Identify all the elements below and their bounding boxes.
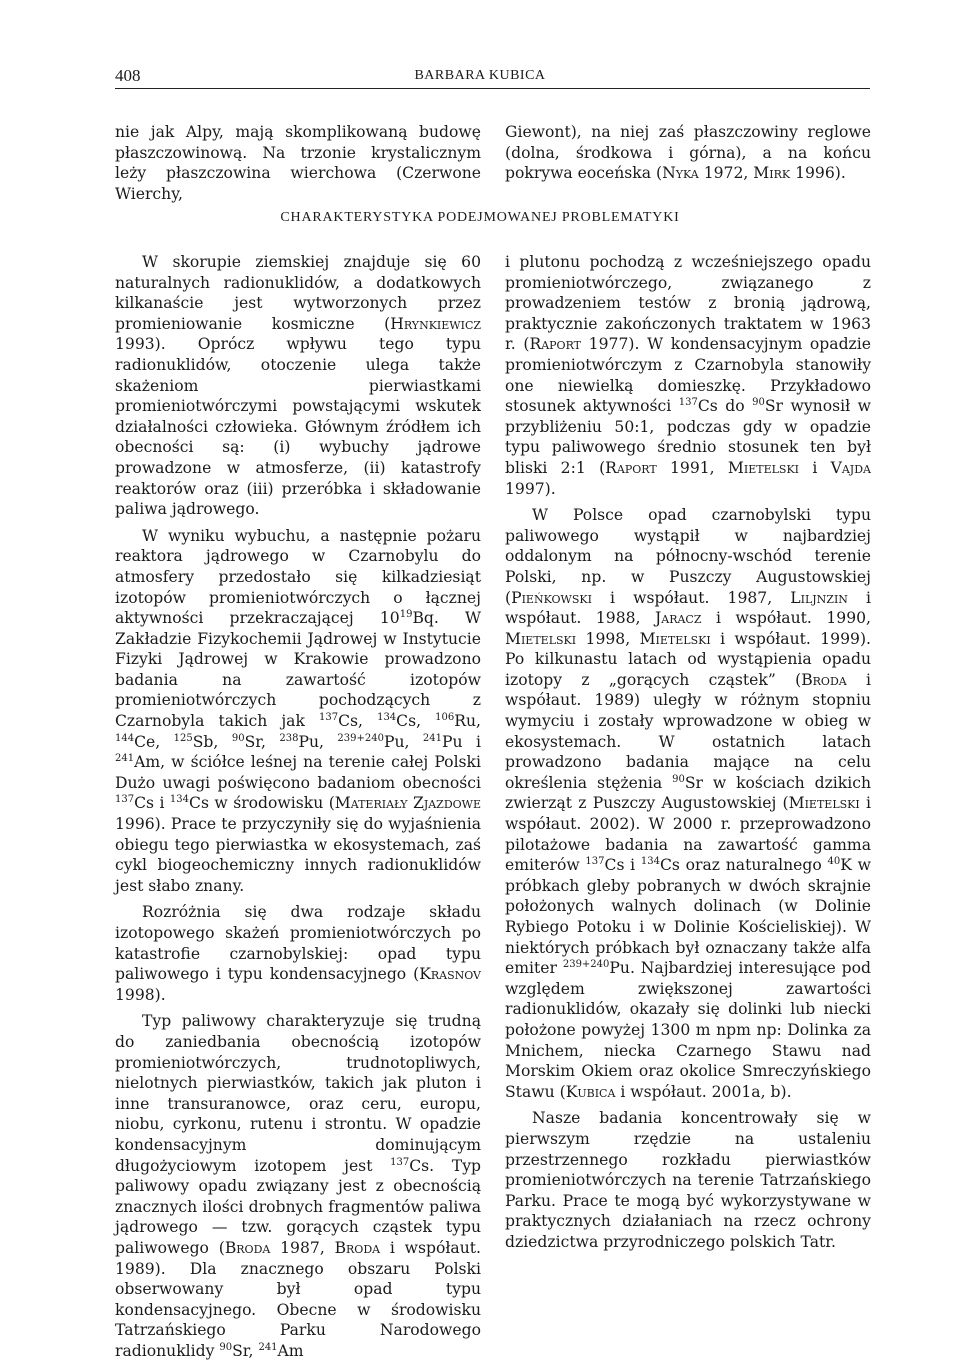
header-rule xyxy=(115,88,870,89)
top-right-column xyxy=(505,122,871,184)
paragraph: i plutonu pochodzą z wcześniejszego opadu promieniotwórczego, związanego z prowadzeniem testów z bronią jądrową, praktycznie zakończonych traktatem w 1963 r. (Raport 1977). W kondensacyjnym opadzie promieniotwórczym z Czarnobyla stanowiły one niewielką domieszkę. Przykładowo stosunek aktywności $^{137}$Cs do $^{90}$Sr wynosił w przybliżeniu 50:1, podczas gdy w opadzie typu paliwowego średnio stosunek ten był bliski 2:1 (Raport 1991, Mietelski i Vajda 1997). xyxy=(505,253,871,498)
paragraph: Rozróżnia się dwa rodzaje składu izotopowego skażeń promieniotwórczych po katastrofie czarnobylskiej: opad typu paliwowego i typu kondensacyjnego (Krasnov 1998). xyxy=(115,903,481,1004)
paragraph: Giewont), na niej zaś płaszczowiny reglowe (dolna, środkowa i górna), a na końcu pokrywa eoceńska (Nyka 1972, Mirk 1996). xyxy=(505,123,871,183)
top-left-column xyxy=(115,122,481,204)
page-number: 408 xyxy=(115,66,141,85)
paragraph: W skorupie ziemskiej znajduje się 60 naturalnych radionuklidów, a dodatkowych kilkanaście jest wytworzonych przez promieniowanie kosmiczne (Hrynkiewicz 1993). Oprócz wpływu tego typu radionuklidów, otoczenie ulega także skażeniom pierwiastkami promieniotwórczymi powstającymi wskutek działalności człowieka. Głównym źródłem ich obecności są: (i) wybuchy jądrowe prowadzone w atmosferze, (ii) katastrofy reaktorów oraz (iii) przeróbka i składowanie paliwa jądrowego. xyxy=(115,253,481,519)
running-head: BARBARA KUBICA xyxy=(414,68,546,83)
body-left-column xyxy=(115,252,481,1361)
body-right-column xyxy=(505,252,871,1253)
paragraph: W Polsce opad czarnobylski typu paliwowego wystąpił w najbardziej oddalonym na północny-wschód terenie Polski, np. w Puszczy Augustowskiej (Pieńkowski i współaut. 1987, Liljnzin i współaut. 1988, Jaracz i współaut. 1990, Mietelski 1998, Mietelski i współaut. 1999). Po kilkunastu latach od wystąpienia opadu izotopy z „gorących cząstek” (Broda i współaut. 1989) uległy w różnym stopniu wymyciu i zostały wprowadzone w obieg w ekosystemach. W ostatnich latach prowadzono badania mające na celu określenia stężenia $^{90}$Sr w kościach dzikich zwierząt z Puszczy Augustowskiej (Mietelski i współaut. 2002). W 2000 r. przeprowadzono pilotażowe badania na zawartość gamma emiterów $^{137}$Cs i $^{134}$Cs oraz naturalnego $^{40}$K w próbkach gleby pobranych w dwóch skrajnie położonych walnych dolinach (w Dolinie Rybiego Potoku i w Dolinie Kościeliskiej). W niektórych próbkach był oznaczany także alfa emiter $^{239+240}$Pu. Najbardziej interesujące pod względem zwiększonej zawartości radionuklidów, okazały się dolinki lub niecki położone powyżej 1300 m npm np: Dolinka za Mnichem, niecka Czarnego Stawu nad Morskim Okiem oraz okolice Smreczyńskiego Stawu (Kubica i współaut. 2001a, b). xyxy=(505,506,872,1101)
section-heading: CHARAKTERYSTYKA PODEJMOWANEJ PROBLEMATYKI xyxy=(280,210,680,225)
paragraph: nie jak Alpy, mają skomplikowaną budowę płaszczowinową. Na trzonie krystalicznym leży płaszczowina wierchowa (Czerwone Wierchy, xyxy=(115,123,481,203)
paragraph: Nasze badania koncentrowały się w pierwszym rzędzie na ustaleniu przestrzennego rozkładu pierwiastków promieniotwórczych na terenie Tatrzańskiego Parku. Prace te mogą być wykorzystywane w praktycznych działaniach na rzecz ochrony dziedzictwa przyrodniczego polskich Tatr. xyxy=(505,1109,871,1251)
paragraph: W wyniku wybuchu, a następnie pożaru reaktora jądrowego w Czarnobylu do atmosfery przedostało się kilkadziesiąt izotopów promieniotwórczych o łącznej aktywności przekraczającej $10^{19}Bq$. W Zakładzie Fizykochemii Jądrowej w Instytucie Fizyki Jądrowej w Krakowie prowadzono badania na zawartość izotopów promieniotwórczych pochodzących z Czarnobyla takich jak $^{137}$Cs, $^{134}$Cs, $^{106}$Ru, $^{144}$Ce, $^{125}$Sb, $^{90}$Sr, $^{238}$Pu, $^{239+240}$Pu, $^{241}$Pu i $^{241}$Am, w ściółce leśnej na terenie całej Polski Dużo uwagi poświęcono badaniom obecności $^{137}$Cs i $^{134}$Cs w środowisku (Materiały Zjazdowe 1996). Prace te przyczyniły się do wyjaśnienia obiegu tego pierwiastka w ekosystemach, zaś cykl biogeochemiczny innych radionuklidów jest słabo znany. xyxy=(115,526,481,895)
paragraph: Typ paliwowy charakteryzuje się trudną do zaniedbania obecnością izotopów promieniotwórczych, trudnotopliwych, nielotnych pierwiastków, takich jak pluton i inne transuranowce, oraz ceru, europu, niobu, cyrkonu, rutenu i strontu. W opadzie kondensacyjnym dominującym długożyciowym izotopem jest $^{137}$Cs. Typ paliwowy opadu związany jest z obecnością znacznych ilości drobnych fragmentów paliwa jądrowego — tzw. gorących cząstek typu paliwowego (Broda 1987, Broda i współaut. 1989). Dla znacznego obszaru Polski obserwowany był opad typu kondensacyjnego. Obecne w środowisku Tatrzańskiego Parku Narodowego radionuklidy $^{90}$Sr, $^{241}$Am xyxy=(115,1012,481,1360)
